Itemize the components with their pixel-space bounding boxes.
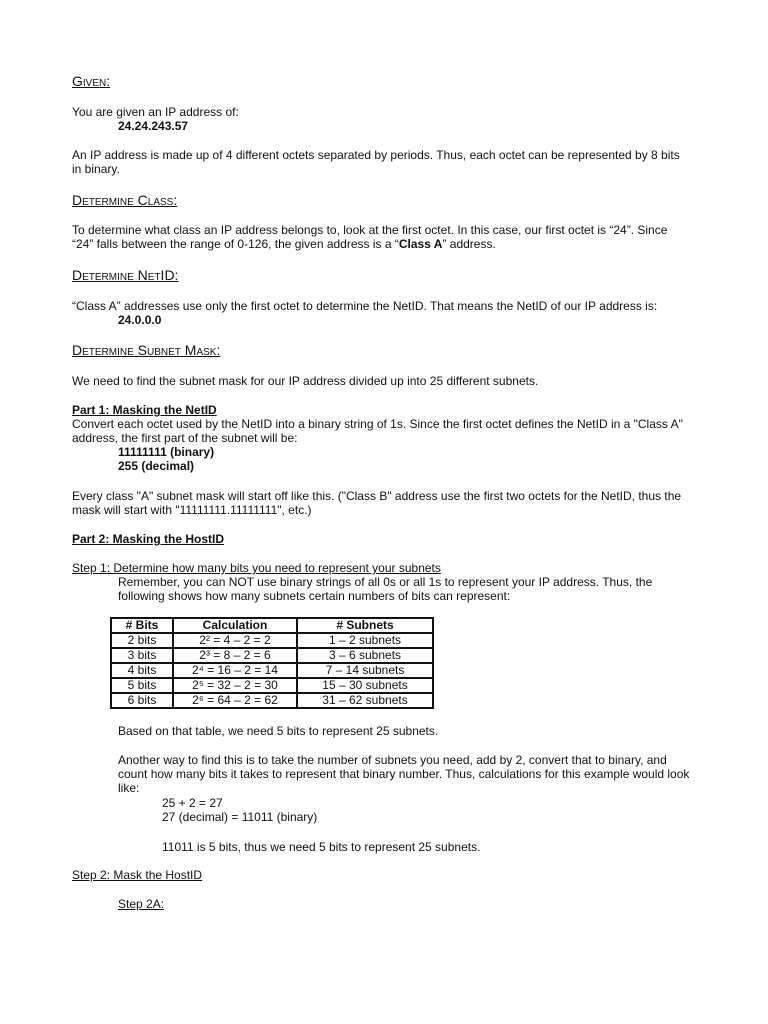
table-header: # Subnets xyxy=(297,618,433,633)
step1-section xyxy=(72,561,692,603)
given-heading: Given: xyxy=(72,73,111,89)
table-cell: 7 – 14 subnets xyxy=(297,663,433,678)
part1-binary: 11111111 (binary) xyxy=(118,445,215,459)
table-cell: 2² = 4 – 2 = 2 xyxy=(173,633,297,648)
another-text: Another way to find this is to take the number of subnets you need, add by 2, convert that to binary, and count how many bits it takes to represent that binary number. Thus, calculations for this example would look like: xyxy=(118,753,690,795)
step1-heading: Step 1: Determine how many bits you need to represent your subnets xyxy=(72,561,441,575)
netid-heading: Determine NetID: xyxy=(72,267,179,283)
table-cell: 6 bits xyxy=(111,693,173,708)
bits-table xyxy=(110,617,434,709)
part1-section xyxy=(72,403,692,473)
step2-heading: Step 2: Mask the HostID xyxy=(72,868,203,882)
mask-text: We need to find the subnet mask for our IP address divided up into 25 different subnets. xyxy=(72,374,539,388)
table-cell: 2⁶ = 64 – 2 = 62 xyxy=(173,693,297,708)
step1-text: Remember, you can NOT use binary strings of all 0s or all 1s to represent your IP address. Thus, the following shows how many subnets certain numbers of bits can represent: xyxy=(118,575,653,603)
table-cell: 1 – 2 subnets xyxy=(297,633,433,648)
table-cell: 5 bits xyxy=(111,678,173,693)
table-row xyxy=(111,693,433,708)
table-cell: 31 – 62 subnets xyxy=(297,693,433,708)
table-row xyxy=(111,633,433,648)
table-cell: 3 – 6 subnets xyxy=(297,648,433,663)
table-cell: 3 bits xyxy=(111,648,173,663)
table-cell: 2⁴ = 16 – 2 = 14 xyxy=(173,663,297,678)
class-heading: Determine Class: xyxy=(72,192,178,208)
table-cell: 15 – 30 subnets xyxy=(297,678,433,693)
table-cell: 4 bits xyxy=(111,663,173,678)
table-cell: 2³ = 8 – 2 = 6 xyxy=(173,648,297,663)
table-cell: 2⁵ = 32 – 2 = 30 xyxy=(173,678,297,693)
class-text: To determine what class an IP address belongs to, look at the first octet. In this case, our first octet is “24”. Since “24” falls between the range of 0-126, the given address is a “Class A” address. xyxy=(72,223,668,251)
given-intro: You are given an IP address of: 24.24.243.57 xyxy=(72,105,692,133)
part1-decimal: 255 (decimal) xyxy=(118,459,195,473)
table-row xyxy=(111,678,433,693)
calc-lines xyxy=(72,796,692,824)
ip-address: 24.24.243.57 xyxy=(118,119,189,133)
conclusion-text: 11011 is 5 bits, thus we need 5 bits to represent 25 subnets. xyxy=(162,840,481,854)
table-header-row xyxy=(111,618,433,633)
netid-value: 24.0.0.0 xyxy=(118,313,162,327)
calc-line-1: 25 + 2 = 27 xyxy=(162,796,223,810)
part1-text: Convert each octet used by the NetID into a binary string of 1s. Since the first octet defines the NetID in a "Class A" address, the first part of the subnet will be: xyxy=(72,417,683,445)
table-header: # Bits xyxy=(111,618,173,633)
netid-text: “Class A” addresses use only the first octet to determine the NetID. That means the NetID of our IP address is: 24.0.0.0 xyxy=(72,299,692,327)
calc-line-2: 27 (decimal) = 11011 (binary) xyxy=(162,810,318,824)
part2-heading: Part 2: Masking the HostID xyxy=(72,532,225,546)
table-row xyxy=(111,663,433,678)
based-text: Based on that table, we need 5 bits to represent 25 subnets. xyxy=(118,724,439,738)
table-row xyxy=(111,648,433,663)
mask-heading: Determine Subnet Mask: xyxy=(72,342,221,358)
table-cell: 2 bits xyxy=(111,633,173,648)
part1-note: Every class "A" subnet mask will start off like this. ("Class B" address use the first two octets for the NetID, thus the mask will start with "11111111.11111111", etc.) xyxy=(72,489,682,517)
step2a-heading: Step 2A: xyxy=(118,897,165,911)
table-header: Calculation xyxy=(173,618,297,633)
given-desc: An IP address is made up of 4 different octets separated by periods. Thus, each octet can be represented by 8 bits in binary. xyxy=(72,148,680,176)
part1-heading: Part 1: Masking the NetID xyxy=(72,403,217,417)
